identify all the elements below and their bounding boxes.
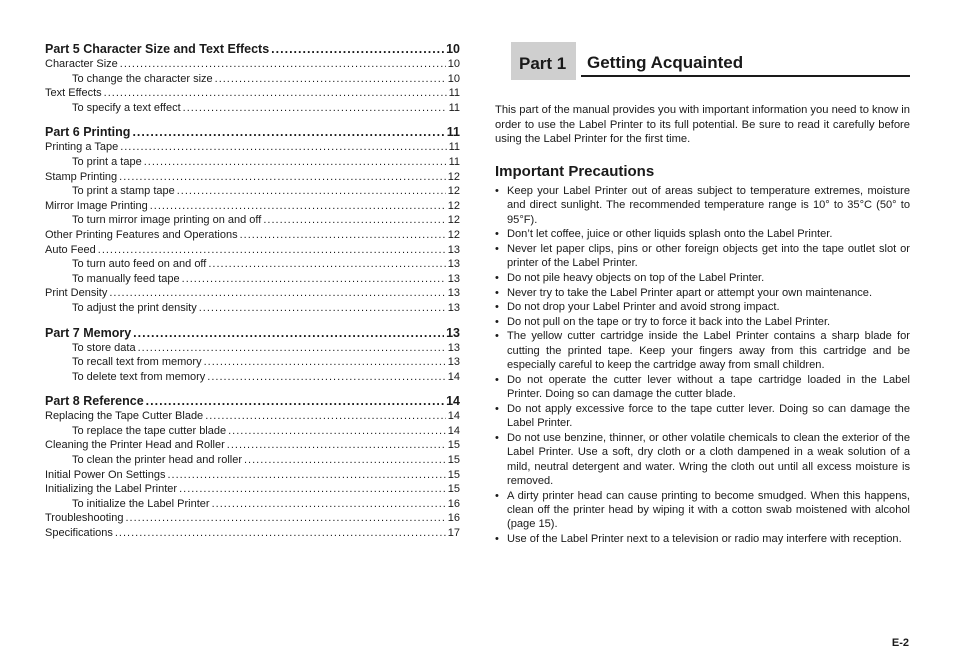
toc-entry-title: To initialize the Label Printer xyxy=(72,497,210,510)
toc-entry-page: 10 xyxy=(447,58,460,70)
toc-entry-title: To print a tape xyxy=(72,155,142,168)
dot-leader xyxy=(228,424,446,439)
toc-entry-title: Character Size xyxy=(45,58,118,70)
precaution-item xyxy=(495,532,910,546)
bullet-icon: • xyxy=(495,286,499,299)
toc-entry xyxy=(45,228,460,243)
toc-entry-title: Part 5 Character Size and Text Effects xyxy=(45,42,270,56)
toc-entry-title: Stamp Printing xyxy=(45,170,118,183)
bullet-icon: • xyxy=(495,185,499,197)
toc-entry xyxy=(45,57,460,72)
precaution-item xyxy=(495,271,910,285)
toc-entry-page: 12 xyxy=(447,199,460,212)
toc-entry-title: Text Effects xyxy=(45,87,102,100)
precaution-text: Use of the Label Printer next to a television or radio may interfere with reception. xyxy=(507,533,902,545)
toc-entry-page: 13 xyxy=(447,341,460,354)
toc-entry xyxy=(45,286,460,301)
toc-entry-page: 13 xyxy=(447,243,460,256)
dot-leader xyxy=(144,155,447,170)
toc-part-heading xyxy=(45,41,460,57)
toc-entry-title: To adjust the print density xyxy=(72,301,197,314)
precaution-item xyxy=(495,242,910,271)
toc-entry-title: Other Printing Features and Operations xyxy=(45,228,238,241)
dot-leader xyxy=(199,301,446,316)
toc-entry xyxy=(45,184,460,199)
dot-leader xyxy=(227,438,446,453)
toc-entry-page: 15 xyxy=(447,439,460,452)
toc-entry xyxy=(45,482,460,497)
toc-entry-page: 11 xyxy=(448,101,460,114)
toc-entry-title: To turn mirror image printing on and off xyxy=(72,214,262,227)
bullet-icon: • xyxy=(495,533,499,545)
precaution-text: Never let paper clips, pins or other foreign objects get into the tape outlet slot or printer of the Label Printer. xyxy=(507,243,910,270)
dot-leader xyxy=(179,482,446,497)
toc-entry-page: 13 xyxy=(447,287,460,300)
toc-entry-page: 15 xyxy=(447,454,460,467)
bullet-icon: • xyxy=(495,301,499,314)
precaution-item xyxy=(495,286,910,300)
dot-leader xyxy=(119,170,446,185)
toc-entry-page: 12 xyxy=(447,185,460,198)
toc-entry xyxy=(45,272,460,287)
title-rule xyxy=(581,75,910,77)
intro-paragraph: This part of the manual provides you with important information you need to know in order to use the Label Printer to its full potential. Be sure to read it carefully before using the Label Printer for the first time. xyxy=(495,104,910,145)
precautions-heading: Important Precautions xyxy=(495,163,655,180)
precaution-item xyxy=(495,315,910,329)
toc-entry-title: Cleaning the Printer Head and Roller xyxy=(45,439,225,452)
bullet-icon: • xyxy=(495,272,499,284)
toc-entry xyxy=(45,424,460,439)
precaution-text: A dirty printer head can cause printing to become smudged. When this happens, clean off the printer head by wiping it with a cotton swab moistened with alcohol (page 15). xyxy=(507,489,910,531)
precaution-item xyxy=(495,184,910,227)
toc-entry-page: 13 xyxy=(447,258,460,271)
table-of-contents xyxy=(45,41,460,541)
toc-part-heading xyxy=(45,393,460,409)
toc-entry-page: 11 xyxy=(448,141,460,154)
toc-entry-title: Printing a Tape xyxy=(45,141,119,154)
toc-entry xyxy=(45,170,460,185)
dot-leader xyxy=(205,409,446,424)
toc-entry xyxy=(45,355,460,370)
toc-entry-title: To print a stamp tape xyxy=(72,185,175,198)
bullet-icon: • xyxy=(495,330,499,343)
dot-leader xyxy=(133,325,444,341)
toc-entry-page: 10 xyxy=(446,42,460,56)
toc-entry xyxy=(45,199,460,214)
toc-entry xyxy=(45,511,460,526)
precaution-item xyxy=(495,402,910,431)
toc-entry-title: Part 7 Memory xyxy=(45,325,132,340)
toc-entry-page: 14 xyxy=(447,370,460,383)
toc-entry-page: 16 xyxy=(447,497,460,510)
dot-leader xyxy=(150,199,446,214)
dot-leader xyxy=(104,86,447,101)
toc-entry-page: 14 xyxy=(447,410,460,423)
part-label: Part 1 xyxy=(511,42,576,80)
dot-leader xyxy=(109,286,445,301)
toc-entry-title: Troubleshooting xyxy=(45,512,124,525)
part-header xyxy=(511,42,910,80)
precaution-item xyxy=(495,329,910,372)
toc-entry-title: Part 8 Reference xyxy=(45,394,144,409)
precaution-text: Do not pile heavy objects on top of the Label Printer. xyxy=(507,272,765,284)
toc-entry xyxy=(45,301,460,316)
dot-leader xyxy=(146,393,444,409)
toc-entry-page: 17 xyxy=(447,527,460,540)
toc-entry-title: To store data xyxy=(72,341,136,354)
dot-leader xyxy=(204,355,446,370)
toc-entry-page: 13 xyxy=(446,325,460,340)
bullet-icon: • xyxy=(495,431,499,444)
dot-leader xyxy=(240,228,446,243)
dot-leader xyxy=(182,272,446,287)
precaution-text: Do not pull on the tape or try to force it back into the Label Printer. xyxy=(507,315,831,328)
toc-entry-title: Part 6 Printing xyxy=(45,125,131,140)
toc-entry-title: Replacing the Tape Cutter Blade xyxy=(45,410,204,423)
dot-leader xyxy=(207,370,445,385)
toc-entry-title: Specifications xyxy=(45,527,113,540)
precaution-text: Do not drop your Label Printer and avoid strong impact. xyxy=(507,301,780,314)
toc-entry xyxy=(45,101,460,116)
toc-entry-page: 11 xyxy=(448,155,460,168)
precaution-text: Don’t let coffee, juice or other liquids splash onto the Label Printer. xyxy=(507,228,833,241)
toc-entry xyxy=(45,497,460,512)
dot-leader xyxy=(125,511,445,526)
toc-entry-title: To replace the tape cutter blade xyxy=(72,424,227,437)
precaution-text: Do not operate the cutter lever without a tape cartridge loaded in the Label Printer. Doing so can damage the cutter blade. xyxy=(507,373,910,401)
part-title: Getting Acquainted xyxy=(587,53,744,72)
toc-entry xyxy=(45,86,460,101)
toc-entry-title: To delete text from memory xyxy=(72,370,206,383)
precaution-text: Never try to take the Label Printer apart or attempt your own maintenance. xyxy=(507,286,873,299)
toc-entry-page: 13 xyxy=(447,301,460,314)
precaution-text: The yellow cutter cartridge inside the Label Printer contains a sharp blade for cutting the printed tape. Keep your fingers away from this cartridge and be especially careful to keep the cartridge away from small children. xyxy=(507,330,910,372)
toc-entry-title: Initializing the Label Printer xyxy=(45,483,178,496)
bullet-icon: • xyxy=(495,228,499,241)
toc-entry xyxy=(45,453,460,468)
toc-entry xyxy=(45,140,460,155)
dot-leader xyxy=(183,101,447,116)
dot-leader xyxy=(120,57,446,72)
dot-leader xyxy=(212,497,446,512)
toc-entry-page: 11 xyxy=(448,87,460,100)
precaution-item xyxy=(495,489,910,532)
dot-leader xyxy=(98,243,446,258)
dot-leader xyxy=(138,341,446,356)
toc-entry-title: To manually feed tape xyxy=(72,272,180,285)
precaution-text: Keep your Label Printer out of areas subject to temperature extremes, moisture and direct sunlight. The recommended temperature range is 10° to 35°C (50° to 95°F). xyxy=(507,185,910,226)
toc-entry-page: 16 xyxy=(447,512,460,525)
dot-leader xyxy=(263,213,445,228)
toc-entry xyxy=(45,72,460,87)
toc-entry xyxy=(45,409,460,424)
toc-entry xyxy=(45,243,460,258)
toc-entry xyxy=(45,213,460,228)
toc-entry-page: 12 xyxy=(447,228,460,241)
toc-entry-page: 13 xyxy=(447,356,460,369)
toc-entry-page: 14 xyxy=(447,424,460,437)
toc-entry-title: Print Density xyxy=(45,287,108,300)
precaution-item xyxy=(495,300,910,314)
toc-entry xyxy=(45,341,460,356)
toc-entry-page: 15 xyxy=(447,483,460,496)
toc-entry-title: To change the character size xyxy=(72,72,213,85)
precautions-list xyxy=(495,184,910,547)
dot-leader xyxy=(132,124,444,140)
toc-part-heading xyxy=(45,325,460,341)
bullet-icon: • xyxy=(495,402,499,415)
bullet-icon: • xyxy=(495,489,499,502)
toc-entry-title: Mirror Image Printing xyxy=(45,199,148,212)
dot-leader xyxy=(215,72,446,87)
dot-leader xyxy=(244,453,446,468)
precaution-text: Do not apply excessive force to the tape cutter lever. Doing so can damage the Label Printer. xyxy=(507,402,910,430)
page-number: E-2 xyxy=(891,637,909,649)
toc-entry-title: To recall text from memory xyxy=(72,356,202,369)
precaution-item xyxy=(495,431,910,489)
toc-entry-page: 12 xyxy=(447,170,460,183)
toc-entry-title: To clean the printer head and roller xyxy=(72,454,242,467)
toc-entry-title: Initial Power On Settings xyxy=(45,468,166,481)
toc-part-heading xyxy=(45,124,460,140)
toc-entry xyxy=(45,438,460,453)
precaution-item xyxy=(495,373,910,402)
bullet-icon: • xyxy=(495,373,499,386)
precaution-text: Do not use benzine, thinner, or other volatile chemicals to clean the exterior of the Label Printer. Use a soft, dry cloth or a cloth dampened in a weak solution of a mild, neutral detergent and water. Wring the cloth out until all excess moisture is removed. xyxy=(507,431,910,487)
toc-entry-page: 11 xyxy=(446,125,460,140)
toc-entry-page: 15 xyxy=(447,468,460,481)
toc-entry-page: 14 xyxy=(446,394,460,409)
dot-leader xyxy=(115,526,446,541)
toc-entry-title: To specify a text effect xyxy=(72,101,181,114)
dot-leader xyxy=(120,140,446,155)
dot-leader xyxy=(208,257,445,272)
toc-entry xyxy=(45,257,460,272)
toc-entry-page: 12 xyxy=(447,214,460,227)
precaution-item xyxy=(495,227,910,241)
toc-entry-page: 13 xyxy=(447,272,460,285)
toc-entry xyxy=(45,468,460,483)
dot-leader xyxy=(271,41,444,57)
toc-entry xyxy=(45,526,460,541)
bullet-icon: • xyxy=(495,243,499,255)
toc-entry xyxy=(45,370,460,385)
toc-entry-page: 10 xyxy=(447,72,460,85)
toc-entry-title: Auto Feed xyxy=(45,243,96,256)
bullet-icon: • xyxy=(495,315,499,328)
dot-leader xyxy=(167,468,445,483)
toc-entry-title: To turn auto feed on and off xyxy=(72,258,207,271)
dot-leader xyxy=(177,184,446,199)
toc-entry xyxy=(45,155,460,170)
